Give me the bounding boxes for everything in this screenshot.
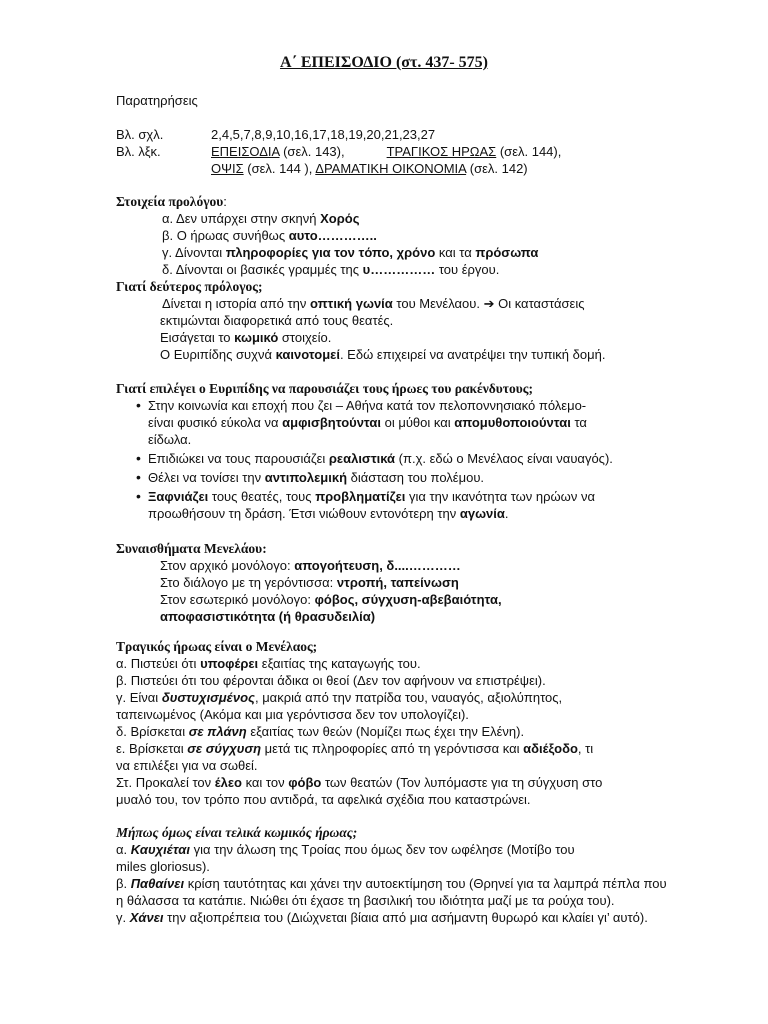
list-item: • Θέλει να τονίσει την αντιπολεμική διάσταση του πολέμου. (116, 469, 736, 486)
list-item: • Στην κοινωνία και εποχή που ζει – Αθήνα κατά τον πελοποννησιακό πόλεμο- είναι φυσικό εύκολα να αμφισβητούνται οι μύθοι και απομυθοποιούνται τα είδωλα. (116, 397, 736, 448)
sch-label: Βλ. σχλ. (116, 127, 164, 142)
lex-link-4[interactable]: ΔΡΑΜΑΤΙΚΗ ΟΙΚΟΝΟΜΙΑ (315, 161, 467, 176)
references-section: Βλ. σχλ. 2,4,5,7,8,9,10,16,17,18,19,20,21,23,27 Βλ. λξκ. ΕΠΕΙΣΟΔΙΑ (σελ. 143), ΤΡΑΓΙΚΟΣ ΗΡΩΑΣ (σελ. 144), ΟΨΙΣ (σελ. 144 ), ΔΡΑΜΑΤΙΚΗ ΟΙΚΟΝΟΜΙΑ (σελ. 142) (116, 127, 562, 176)
comic-heading: Μήπως όμως είναι τελικά κωμικός ήρωας; (116, 825, 358, 840)
comic-section: Μήπως όμως είναι τελικά κωμικός ήρωας; α. Καυχιέται για την άλωση της Τροίας που όμως δεν τον ωφέλησε (Μοτίβο του miles gloriosus). β. Παθαίνει κρίση ταυτότητας και χάνει την αυτοεκτίμηση του (Θρηνεί για τα λαμπρά πέπλα που η θάλασσα τα κατάπιε. Νιώθει ότι έχασε τη βασιλική του ιδιότητα μαζί με τα ρούχα του). γ. Χάνει την αξιοπρέπεια του (Διώχνεται βίαια από μια ασήμαντη θυρωρό και κλαίει γι’ αυτό). (116, 825, 667, 925)
prologue-heading: Στοιχεία προλόγου (116, 194, 224, 209)
page-title: Α΄ ΕΠΕΙΣΟΔΙΟ (στ. 437- 575) (279, 54, 489, 71)
sch-value: 2,4,5,7,8,9,10,16,17,18,19,20,21,23,27 (211, 127, 436, 142)
list-item: • Ξαφνιάζει τους θεατές, τους προβληματίζει για την ικανότητα των ηρώων να προωθήσουν τη δράση. Έτσι νιώθουν εντονότερη την αγωνία. (116, 488, 736, 522)
list-item: • Επιδιώκει να τους παρουσιάζει ρεαλιστικά (π.χ. εδώ ο Μενέλαος είναι ναυαγός). (116, 450, 736, 467)
lex-link-3[interactable]: ΟΨΙΣ (211, 161, 244, 176)
tragic-section: Τραγικός ήρωας είναι ο Μενέλαος; α. Πιστεύει ότι υποφέρει εξαιτίας της καταγωγής του. β. Πιστεύει ότι του φέρονται άδικα οι θεοί (Δεν τον αφήνουν να επιστρέψει). γ. Είναι δυστυχισμένος, μακριά από την πατρίδα του, ναυαγός, αξιολύπητος, ταπεινωμένος (Ακόμα και μια γερόντισσα δεν τον υπολογίζει). δ. Βρίσκεται σε πλάνη εξαιτίας των θεών (Νομίζει πως έχει την Ελένη). ε. Βρίσκεται σε σύγχυση μετά τις πληροφορίες από τη γερόντισσα και αδιέξοδο, τι να επιλέξει για να σωθεί. Στ. Προκαλεί τον έλεο και τον φόβο των θεατών (Τον λυπόμαστε για τη σύγχυση στο μυαλό του, τον τρόπο που αντιδρά, τα αφελικά σχέδια που καταστρώνει. (116, 639, 603, 807)
lex-link-1[interactable]: ΕΠΕΙΣΟΔΙΑ (211, 144, 280, 159)
remarks-label: Παρατηρήσεις (116, 93, 198, 108)
prologue-section: Στοιχεία προλόγου: α. Δεν υπάρχει στην σκηνή Χορός β. Ο ήρωας συνήθως αυτο………….. γ. Δίνονται πληροφορίες για τον τόπο, χρόνο και τα πρόσωπα δ. Δίνονται οι βασικές γραμμές της υ…………… του έργου. Γιατί δεύτερος πρόλογος; Δίνεται η ιστορία από την οπτική γωνία του Μενέλαου. ➔ Οι καταστάσεις εκτιμώνται διαφορετικά από τους θεατές. Εισάγεται το κωμικό στοιχείο. Ο Ευριπίδης συχνά καινοτομεί. Εδώ επιχειρεί να ανατρέψει την τυπική δομή. (116, 194, 606, 362)
lex-label: Βλ. λξκ. (116, 144, 161, 159)
emotions-heading: Συναισθήματα Μενελάου: (116, 541, 267, 556)
lex-link-2[interactable]: ΤΡΑΓΙΚΟΣ ΗΡΩΑΣ (386, 144, 497, 159)
tragic-heading: Τραγικός ήρωας είναι ο Μενέλαος; (116, 639, 318, 654)
second-prologue-heading: Γιατί δεύτερος πρόλογος; (116, 279, 263, 294)
ragged-heading: Γιατί επιλέγει ο Ευριπίδης να παρουσιάζει τους ήρωες του ρακένδυτους; (116, 381, 533, 396)
ragged-section (116, 380, 736, 522)
emotions-section: Συναισθήματα Μενελάου: Στον αρχικό μονόλογο: απογοήτευση, δ....………… Στο διάλογο με τη γερόντισσα: ντροπή, ταπείνωση Στον εσωτερικό μονόλογο: φόβος, σύγχυση-αβεβαιότητα, αποφασιστικότητα (ή θρασυδειλία) (116, 541, 502, 624)
